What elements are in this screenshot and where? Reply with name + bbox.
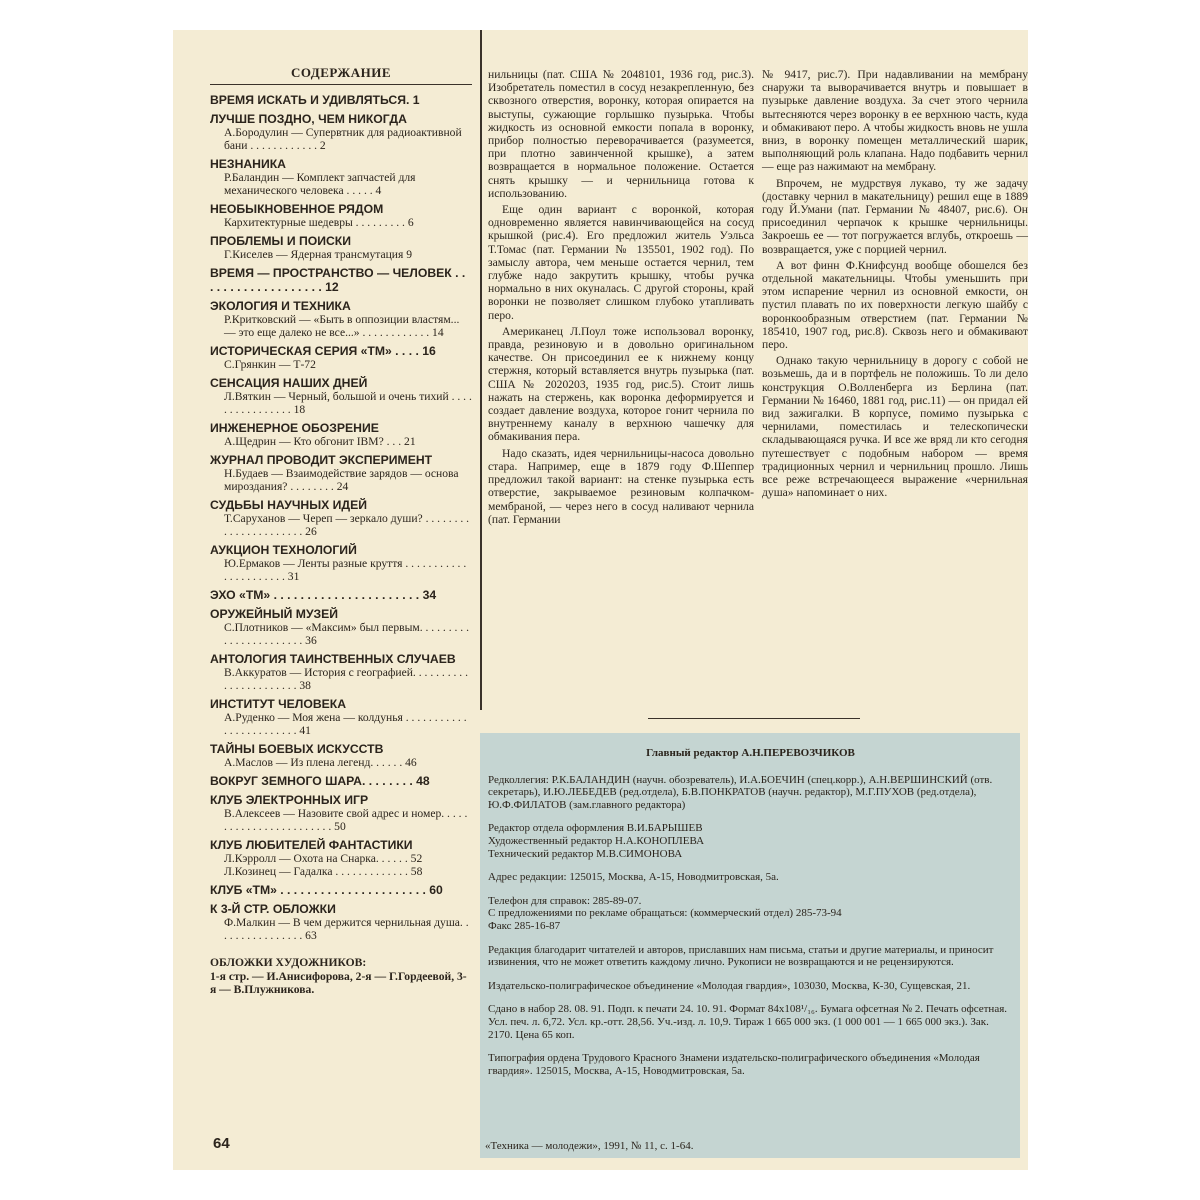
toc-section-heading: ПРОБЛЕМЫ И ПОИСКИ (210, 234, 351, 248)
article-paragraph: А вот финн Ф.Книфсунд вообще обошелся без отдельной макательницы. Чтобы уменьшить при этом испарение чернил из основной емкости, он пустил плавать по их поверхности легкую шайбу с воронкообразным отверстием (пат. Германии № 185410, 1907 год, рис.8). Сквозь него и обмакивают перо. (762, 258, 1028, 352)
toc-entry: Н.Будаев — Взаимодействие зарядов — основа мироздания? . . . . . . . . 24 (224, 467, 459, 493)
toc-section (210, 112, 472, 152)
toc-entry: Г.Киселев — Ядерная трансмутация 9 (224, 248, 413, 261)
toc-entry: А.Щедрин — Кто обгонит IBM? . . . 21 (224, 435, 416, 448)
toc-section-heading: ИНЖЕНЕРНОЕ ОБОЗРЕНИЕ (210, 421, 379, 435)
toc-section-heading: ОРУЖЕЙНЫЙ МУЗЕЙ (210, 607, 339, 621)
phone-line: Телефон для справок: 285-89-07. (488, 894, 642, 907)
toc-section (210, 793, 472, 833)
toc-section (210, 774, 472, 788)
toc-entry: Л.Кэрролл — Охота на Снарка. . . . . . 52 (224, 852, 423, 865)
toc-section (210, 588, 472, 602)
toc-section-heading: КЛУБ ЭЛЕКТРОННЫХ ИГР (210, 793, 369, 807)
toc-section-heading: ИНСТИТУТ ЧЕЛОВЕКА (210, 697, 347, 711)
toc-section (210, 202, 472, 229)
toc-section-heading: ЭКОЛОГИЯ И ТЕХНИКА (210, 299, 351, 313)
toc-entry: В.Алексеев — Назовите свой адрес и номер. . . . . . . . . . . . . . . . . . . . . . . . 50 (224, 807, 468, 833)
print-info: Сдано в набор 28. 08. 91. Подп. к печати 24. 10. 91. Формат 84х108¹/₁₆. Бумага офсетная № 2. Печать офсетная. Усл. печ. л. 6,72. Усл. кр.-отт. 28,56. Уч.-изд. л. 10,9. Тираж 1 665 000 экз. (1 000 001 — 1 665 000 экз.). Зак. 2170. Цена 65 коп. (488, 1003, 1008, 1041)
toc-sections (210, 93, 472, 942)
table-of-contents (210, 65, 472, 997)
toc-section-heading: К 3-Й СТР. ОБЛОЖКИ (210, 902, 336, 916)
staff-line: Технический редактор М.В.СИМОНОВА (488, 847, 683, 860)
thanks-note: Редакция благодарит читателей и авторов, приславших нам письма, статьи и другие материалы, и приносит извинения, что не может ответить каждому лично. Рукописи не возвращаются и не рецензируются. (488, 943, 994, 969)
toc-entry: А.Руденко — Моя жена — колдунья . . . . . . . . . . . . . . . . . . . . . . . . 41 (224, 711, 467, 737)
staff-line: Редактор отдела оформления В.И.БАРЫШЕВ (488, 822, 703, 835)
toc-section-heading: ВОКРУГ ЗЕМНОГО ШАРА. . . . . . . . 48 (210, 774, 430, 788)
toc-section (210, 902, 472, 942)
toc-section (210, 607, 472, 647)
toc-section (210, 652, 472, 692)
imprint-box (480, 733, 1020, 1158)
toc-section (210, 543, 472, 583)
journal-citation: «Техника — молодежи», 1991, № 11, с. 1-64. (485, 1140, 694, 1152)
publisher-info: Издательско-полиграфическое объединение «Молодая гвардия», 103030, Москва, К-30, Сущевская, 21. (488, 979, 971, 992)
covers-text: 1-я стр. — И.Анисифорова, 2-я — Г.Гордеевой, 3-я — В.Плужникова. (210, 969, 467, 996)
toc-section (210, 498, 472, 538)
separator-line (648, 718, 860, 719)
toc-section-heading: КЛУБ «ТМ» . . . . . . . . . . . . . . . . . . . . . . 60 (210, 883, 443, 897)
phones (488, 895, 1013, 933)
staff-line: Художественный редактор Н.А.КОНОПЛЕВА (488, 834, 705, 847)
article-paragraph: Впрочем, не мудрствуя лукаво, ту же задачу (доставку чернил в макательницу) решил еще в 1889 году Й.Умани (пат. Германии № 48407, рис.6). Он присоединил черпачок к крышке чернильницы. Закроешь ее — тот погружается вглубь, откроешь — возвращается, уже с порцией чернил. (762, 176, 1028, 256)
toc-entry: Ф.Малкин — В чем держится чернильная душа. . . . . . . . . . . . . . . . 63 (224, 916, 469, 942)
page-number: 64 (213, 1135, 230, 1152)
toc-section (210, 453, 472, 493)
article-column-1 (488, 68, 754, 529)
toc-entry: С.Плотников — «Максим» был первым. . . . . . . . . . . . . . . . . . . . . . . 36 (224, 621, 469, 647)
column-divider (480, 30, 482, 710)
toc-section-heading: ЭХО «ТМ» . . . . . . . . . . . . . . . . . . . . . . 34 (210, 588, 437, 602)
article-paragraph: Еще один вариант с воронкой, которая одновременно является навинчивающейся на сосуд крышкой (рис.4). Его предложил житель Уэльса Т.Томас (пат. Германии № 135501, 1902 год). По замыслу автора, чем меньше остается чернил, тем глубже надо закрутить крышку, чтобы ручка нормально в них окуналась. С другой стороны, край воронки не позволяет слишком глубоко утапливать перо. (488, 203, 754, 322)
toc-section (210, 838, 472, 878)
toc-section (210, 883, 472, 897)
toc-entry: Р.Критковский — «Быть в оппозиции властям... — это еще далеко не все...» . . . . . . . . . . . . 14 (224, 313, 460, 339)
toc-section-heading: АУКЦИОН ТЕХНОЛОГИЙ (210, 543, 357, 557)
toc-section (210, 157, 472, 197)
article-column-2 (762, 68, 1028, 503)
toc-section (210, 421, 472, 448)
toc-section (210, 697, 472, 737)
article-paragraph: Американец Л.Поул тоже использовал воронку, правда, резиновую и в довольно оригинальном качестве. Он присоединил ее к нижнему концу стержня, который вставляется внутрь пузырька (пат. США № 2020203, 1935 год, рис.5). Стоит лишь нажать на стержень, как воронка деформируется и создает давление воздуха, которое гонит чернила по внутреннему каналу в верхнюю чашечку для обмакивания пера. (488, 324, 754, 444)
article-paragraph: Однако такую чернильницу в дорогу с собой не возьмешь, да и в портфель не положишь. То ли дело конструкция О.Волленберга из Берлина (пат. Германии № 16460, 1881 год, рис.11) — он придал ей вид зажигалки. В корпусе, помимо пузырька с чернилами, поместилась и телескопически складывающаяся ручка. И все же вряд ли кто сегодня путешествует с подобным набором — время традиционных чернил и чернильниц прошло. Лишь все реже встречающееся выражение «чернильная душа» напоминает о них. (762, 354, 1028, 500)
toc-section (210, 376, 472, 416)
covers-credits (210, 956, 472, 997)
toc-section (210, 299, 472, 339)
toc-section (210, 93, 472, 107)
editorial-board: Редколлегия: Р.К.БАЛАНДИН (научн. обозреватель), И.А.БОЕЧИН (спец.корр.), А.Н.ВЕРШИНСКИЙ (отв. секретарь), И.Ю.ЛЕБЕДЕВ (ред.отдела), Б.В.ПОНКРАТОВ (научн. редактор), М.Г.ПУХОВ (ред.отдела), Ю.Ф.ФИЛАТОВ (зам.главного редактора) (488, 773, 993, 811)
phone-line: Факс 285-16-87 (488, 919, 561, 932)
phone-line: С предложениями по рекламе обращаться: (коммерческий отдел) 285-73-94 (488, 907, 842, 920)
chief-editor: Главный редактор А.Н.ПЕРЕВОЗЧИКОВ (646, 747, 855, 759)
toc-section-heading: СЕНСАЦИЯ НАШИХ ДНЕЙ (210, 376, 368, 390)
toc-section-heading: СУДЬБЫ НАУЧНЫХ ИДЕЙ (210, 498, 367, 512)
toc-entry: Л.Вяткин — Черный, большой и очень тихий . . . . . . . . . . . . . . . . 18 (224, 390, 472, 416)
toc-section-heading: ВРЕМЯ ИСКАТЬ И УДИВЛЯТЬСЯ. 1 (210, 93, 420, 107)
toc-section-heading: ТАЙНЫ БОЕВЫХ ИСКУССТВ (210, 742, 384, 756)
toc-section (210, 344, 472, 371)
article-paragraph: № 9417, рис.7). При надавливании на мембрану снаружи та выворачивается внутрь и повышает в пузырьке давление воздуха. За счет этого чернила вытесняются через воронку в ее верхнюю часть, куда и обмакивают перо. А чтобы жидкость вновь не ушла вниз, в воронку помещен металлический шарик, выполняющий роль клапана. Надо подбавить чернил — еще раз нажимают на мембрану. (762, 68, 1028, 174)
toc-section-heading: ВРЕМЯ — ПРОСТРАНСТВО — ЧЕЛОВЕК . . . . . . . . . . . . . . . . . . . 12 (210, 266, 466, 294)
toc-entry: А.Маслов — Из плена легенд. . . . . . 46 (224, 756, 417, 769)
article-paragraph: нильницы (пат. США № 2048101, 1936 год, рис.3). Изобретатель поместил в сосуд незакрепленную, без сквозного отверстия, воронку, которая опирается на выступы, сужающие горлышко пузырька. Чтобы жидкость из основной емкости попала в воронку, прибор полностью переворачивается (разумеется, при плотно завинченной крышке), а затем возвращается в нормальное положение. Остается снять крышку — и чернильница готова к использованию. (488, 68, 754, 200)
toc-entry: Т.Саруханов — Череп — зеркало души? . . . . . . . . . . . . . . . . . . . . . . 26 (224, 512, 470, 538)
toc-section (210, 266, 472, 294)
toc-entry: С.Грянкин — Т-72 (224, 358, 316, 371)
toc-section-heading: КЛУБ ЛЮБИТЕЛЕЙ ФАНТАСТИКИ (210, 838, 413, 852)
editorial-address: Адрес редакции: 125015, Москва, А-15, Новодмитровская, 5а. (488, 871, 779, 884)
toc-entry: В.Аккуратов — История с географией. . . . . . . . . . . . . . . . . . . . . . . 38 (224, 666, 469, 692)
toc-entry: Ю.Ермаков — Ленты разные круття . . . . . . . . . . . . . . . . . . . . . . 31 (224, 557, 467, 583)
toc-section-heading: ЛУЧШЕ ПОЗДНО, ЧЕМ НИКОГДА (210, 112, 407, 126)
toc-entry: Кархитектурные шедевры . . . . . . . . . 6 (224, 216, 414, 229)
toc-section-heading: ИСТОРИЧЕСКАЯ СЕРИЯ «ТМ» . . . . 16 (210, 344, 436, 358)
toc-section-heading: ЖУРНАЛ ПРОВОДИТ ЭКСПЕРИМЕНТ (210, 453, 433, 467)
toc-section-heading: НЕОБЫКНОВЕННОЕ РЯДОМ (210, 202, 384, 216)
article-paragraph: Надо сказать, идея чернильницы-насоса довольно стара. Например, еще в 1879 году Ф.Шеппер предложил такой вариант: на стенке пузырька есть отверстие, закрываемое резиновым колпачком-мембраной, — через него в сосуд наливают чернила (пат. Германии (488, 446, 754, 526)
toc-section (210, 234, 472, 261)
toc-section-heading: АНТОЛОГИЯ ТАИНСТВЕННЫХ СЛУЧАЕВ (210, 652, 456, 666)
covers-title: ОБЛОЖКИ ХУДОЖНИКОВ: (210, 956, 367, 969)
staff-list (488, 822, 1013, 860)
toc-entry: Л.Козинец — Гадалка . . . . . . . . . . . . . 58 (224, 865, 423, 878)
toc-section-heading: НЕЗНАНИКА (210, 157, 286, 171)
toc-entry: Р.Баландин — Комплект запчастей для механического человека . . . . . 4 (224, 171, 416, 197)
toc-entry: А.Бородулин — Супервтник для радиоактивной бани . . . . . . . . . . . . 2 (224, 126, 462, 152)
typography-info: Типография ордена Трудового Красного Знамени издательско-полиграфического объединения «Молодая гвардия». 125015, Москва, А-15, Новодмитровская, 5а. (488, 1052, 980, 1077)
toc-title: СОДЕРЖАНИЕ (210, 65, 472, 85)
toc-section (210, 742, 472, 769)
